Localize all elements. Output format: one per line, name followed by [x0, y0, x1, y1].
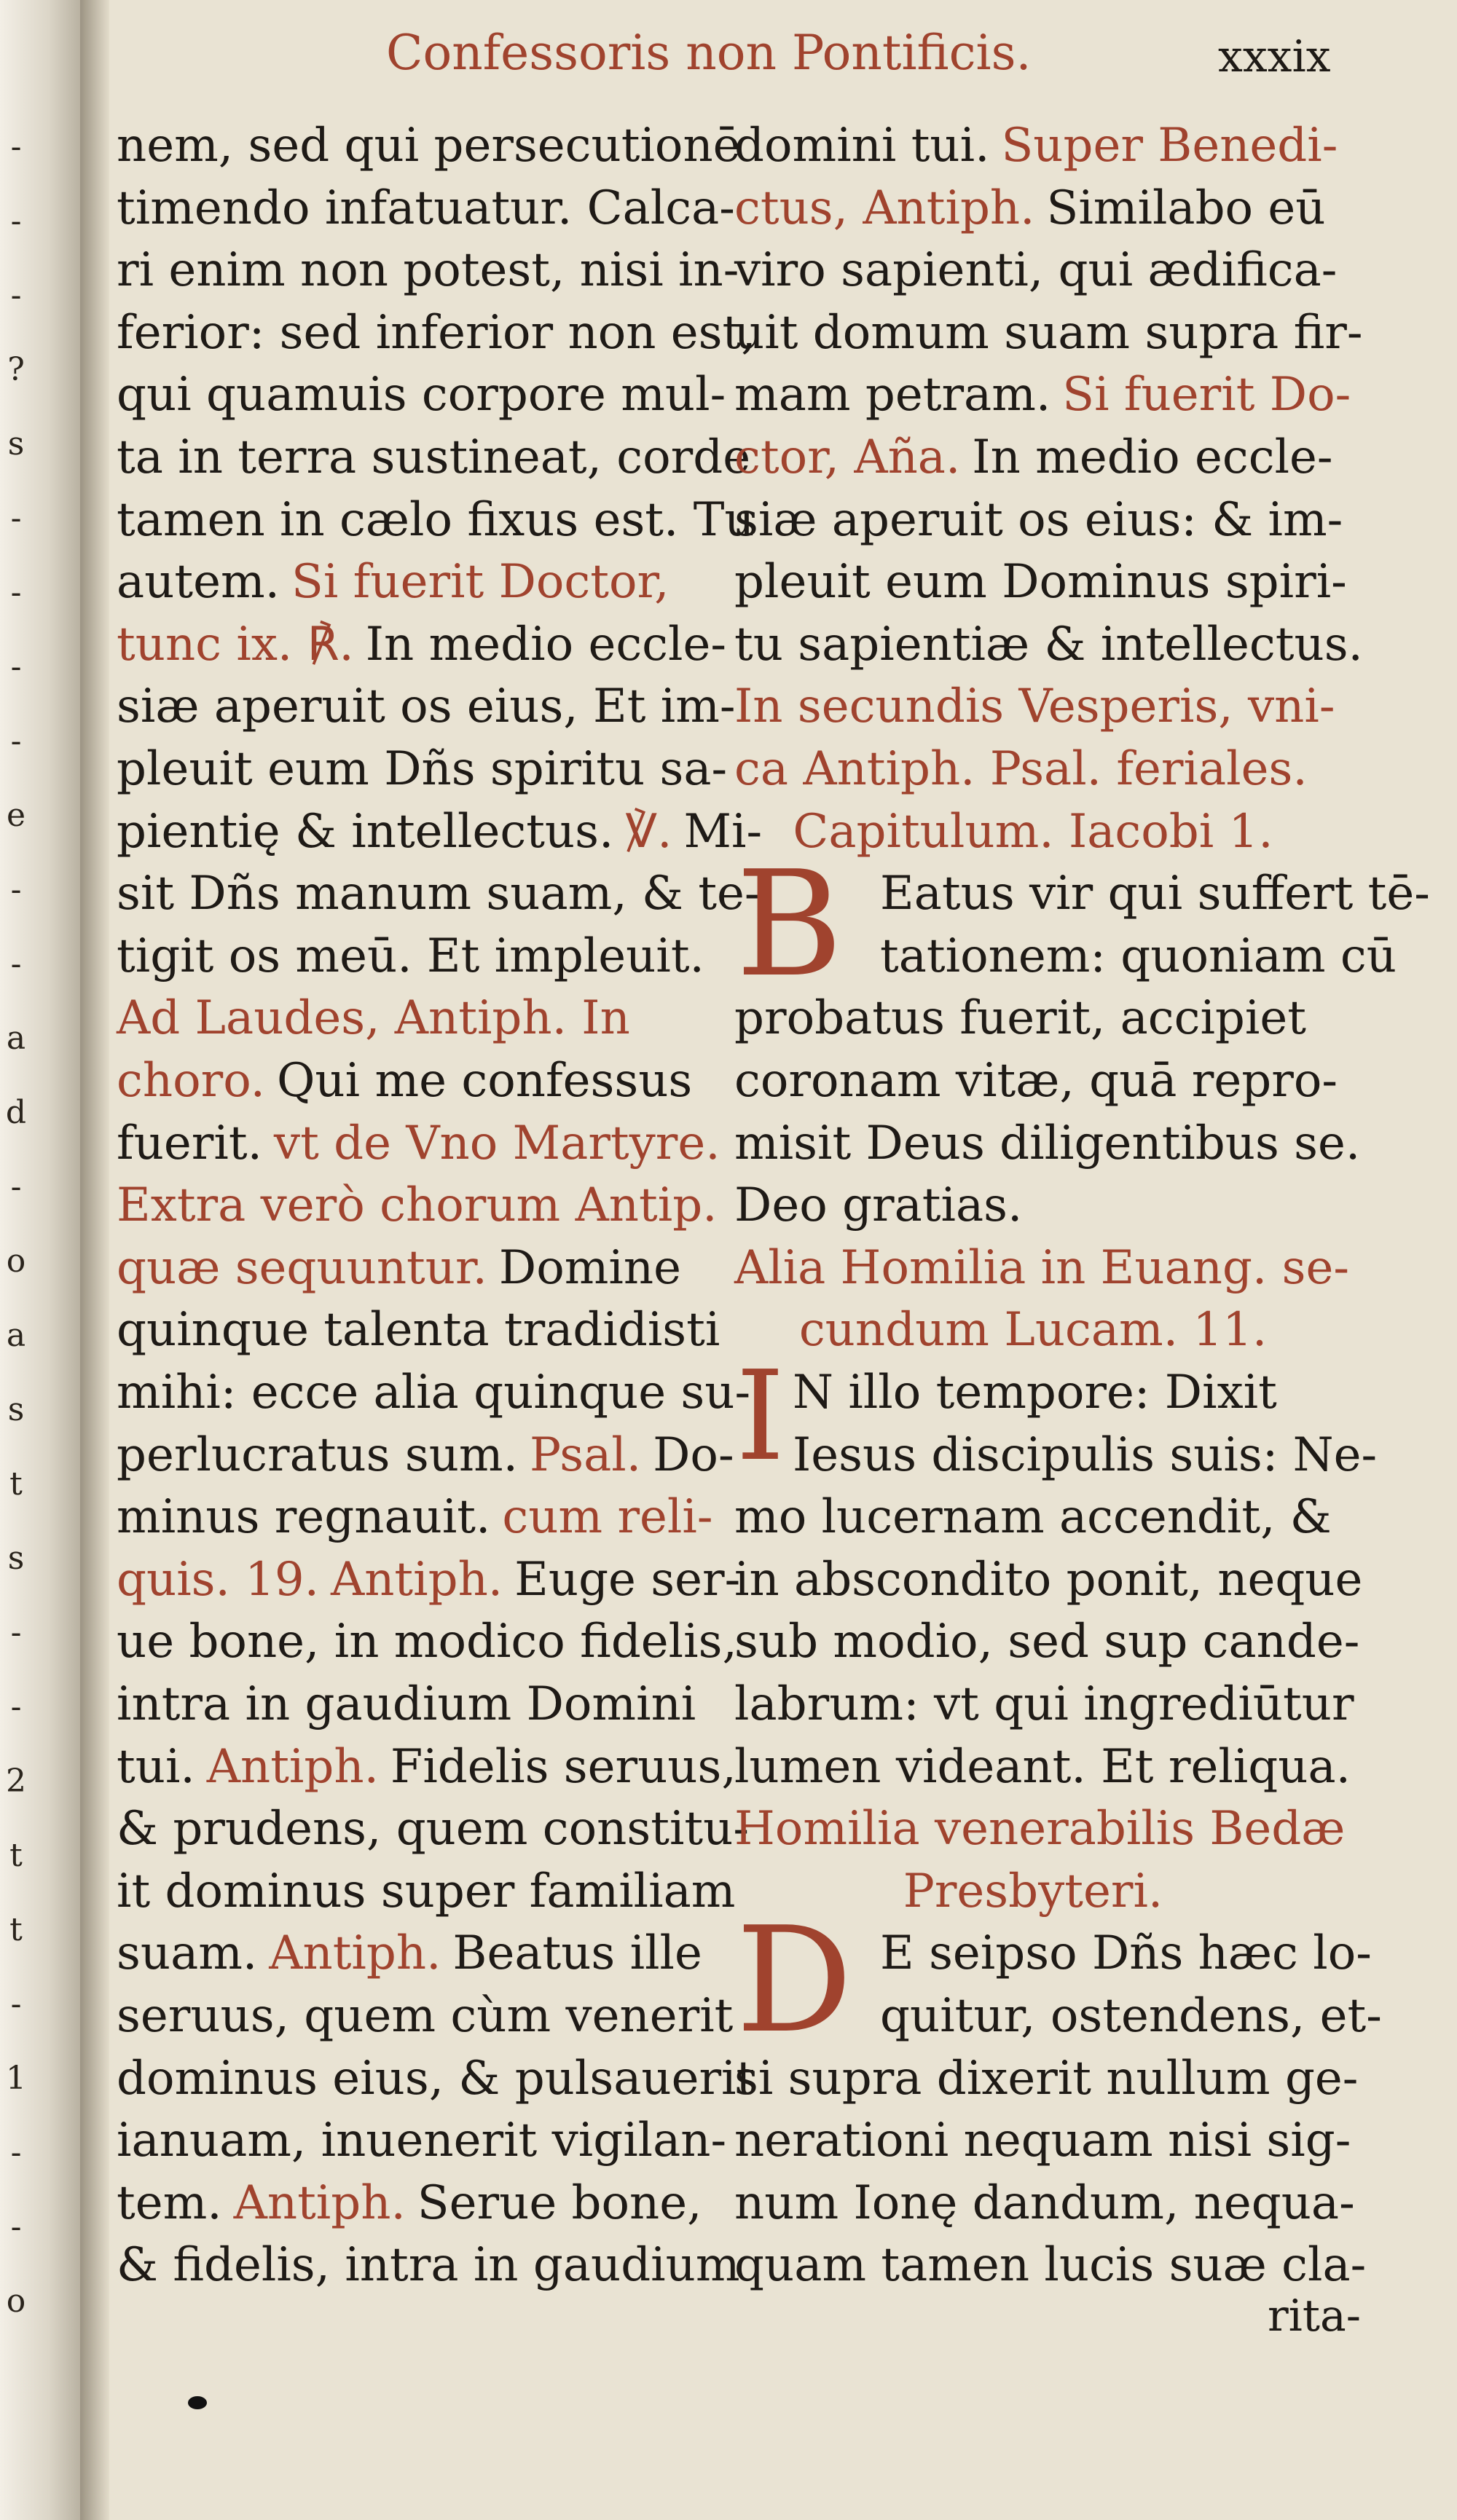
- col2-line: [734, 119, 1338, 173]
- col2-line: [734, 1490, 1332, 1545]
- text-run: Serue bone,: [417, 2176, 702, 2230]
- col2-line: [793, 1428, 1378, 1482]
- text-run: vt de Vno Martyre.: [273, 1116, 720, 1170]
- col2-line: [734, 243, 1338, 298]
- facing-page-letter: o: [6, 1243, 26, 1280]
- text-run: N illo tempore: Dixit: [793, 1366, 1277, 1420]
- text-run: si supra dixerit nullum ge-: [734, 2051, 1359, 2106]
- text-run: pientię & intellectus.: [117, 804, 614, 859]
- text-run: Presbyteri.: [903, 1864, 1163, 1918]
- col1-line: [117, 368, 726, 422]
- facing-page-letter: t: [9, 1465, 23, 1503]
- facing-page-letter: ?: [7, 351, 25, 388]
- col1-line: [117, 305, 756, 360]
- text-run: Fidelis seruus,: [390, 1739, 737, 1794]
- text-run: suam.: [117, 1926, 258, 1981]
- col1-line: [117, 119, 741, 173]
- text-run: Antiph.: [233, 2176, 406, 2230]
- col1-line: [117, 1178, 718, 1233]
- text-run: nem, sed qui persecutionē: [117, 119, 741, 173]
- text-run: coronam vitæ, quā repro-: [734, 1054, 1338, 1108]
- text-run: Alia Homilia in Euang. se-: [734, 1240, 1349, 1295]
- col2-line: [734, 680, 1335, 734]
- col2-line: [880, 929, 1397, 983]
- col1-line: [117, 929, 704, 983]
- text-run: Eatus vir qui suffert tē-: [880, 867, 1430, 921]
- text-run: Domine: [498, 1240, 681, 1295]
- text-run: quis. 19.: [117, 1552, 319, 1607]
- text-run: intra in gaudium Domini: [117, 1677, 696, 1731]
- text-run: lumen videant. Et reliqua.: [734, 1739, 1351, 1794]
- facing-page-letter: s: [7, 1540, 25, 1577]
- col1-line: [117, 492, 755, 547]
- text-run: autem.: [117, 555, 280, 610]
- col1-line: [117, 1366, 751, 1420]
- facing-page-letter: -: [10, 1688, 22, 1725]
- text-run: ri enim non potest, nisi in-: [117, 243, 739, 298]
- text-run: ℣.: [625, 804, 672, 859]
- col2-line: [734, 1615, 1360, 1669]
- facing-page-letter: d: [5, 1094, 27, 1131]
- col2-line: [734, 1054, 1338, 1108]
- col2-line: [734, 1303, 1332, 1358]
- facing-page-letter: s: [7, 425, 25, 462]
- text-run: ianuam, inuenerit vigilan-: [117, 2114, 727, 2168]
- facing-page-letter: -: [10, 945, 22, 983]
- text-run: choro.: [117, 1054, 265, 1108]
- text-run: uit domum suam supra fir-: [734, 305, 1363, 360]
- col2-line: [734, 305, 1363, 360]
- text-run: pleuit eum Dominus spiri-: [734, 555, 1347, 610]
- text-run: Similabo eū: [1046, 181, 1326, 235]
- col2-line: [734, 368, 1351, 422]
- text-run: in abscondito ponit, neque: [734, 1552, 1363, 1607]
- col1-line: [117, 1677, 696, 1731]
- text-run: E seipso Dñs hæc lo-: [880, 1926, 1372, 1981]
- dropcap-b: B: [736, 840, 843, 1009]
- facing-page-letter: -: [10, 574, 22, 611]
- catchword: rita-: [1268, 2291, 1362, 2342]
- text-run: Antiph.: [330, 1552, 503, 1607]
- text-run: Si fuerit Do-: [1062, 368, 1351, 422]
- text-run: num Ionę dandum, nequa-: [734, 2176, 1355, 2230]
- dropcap-i: I: [736, 1344, 785, 1489]
- col1-line: [117, 617, 726, 672]
- text-run: fuerit.: [117, 1116, 262, 1170]
- text-run: dominus eius, & pulsauerit: [117, 2051, 755, 2106]
- col1-line: [117, 430, 751, 484]
- facing-page-letter: -: [10, 202, 22, 240]
- running-title: Confessoris non Pontificis.: [386, 25, 1032, 81]
- text-run: Si fuerit Doctor,: [291, 555, 669, 610]
- col2-line: [734, 1116, 1361, 1170]
- col1-line: [117, 991, 630, 1046]
- folio-number: xxxix: [1218, 31, 1331, 82]
- col2-line: [734, 1739, 1351, 1794]
- facing-page-letter: -: [10, 722, 22, 760]
- col1-line: [117, 742, 728, 796]
- text-run: Euge ser-: [514, 1552, 741, 1607]
- col1-line: [117, 680, 736, 734]
- text-run: mam petram.: [734, 368, 1051, 422]
- col2-line: [734, 2114, 1351, 2168]
- col2-line: [734, 430, 1333, 484]
- col2-line: [734, 181, 1326, 235]
- col1-line: [117, 1552, 741, 1607]
- text-run: quæ sequuntur.: [117, 1240, 487, 1295]
- col2-line: [880, 1989, 1382, 2043]
- col1-line: [117, 1739, 737, 1794]
- text-run: pleuit eum Dñs spiritu sa-: [117, 742, 728, 796]
- facing-page-letter: t: [9, 1911, 23, 1948]
- col1-line: [117, 2114, 727, 2168]
- text-run: ue bone, in modico fidelis,: [117, 1615, 737, 1669]
- text-run: seruus, quem cùm venerit: [117, 1989, 734, 2043]
- text-run: Capitulum. Iacobi 1.: [793, 804, 1273, 859]
- col2-line: [793, 1366, 1277, 1420]
- text-run: perlucratus sum.: [117, 1428, 518, 1482]
- text-run: it dominus super familiam: [117, 1864, 736, 1918]
- text-run: minus regnauit.: [117, 1490, 491, 1545]
- text-run: misit Deus diligentibus se.: [734, 1116, 1361, 1170]
- text-run: quitur, ostendens, et-: [880, 1989, 1382, 2043]
- facing-page-letter: -: [10, 2208, 22, 2245]
- text-run: Antiph.: [269, 1926, 441, 1981]
- text-run: siæ aperuit os eius, Et im-: [117, 680, 736, 734]
- text-run: tunc ix. ℟.: [117, 617, 354, 672]
- text-run: Ad Laudes, Antiph. In: [117, 991, 630, 1046]
- facing-page-letter: 1: [6, 2060, 26, 2097]
- text-run: & prudens, quem constitu-: [117, 1802, 749, 1856]
- text-run: Iesus discipulis suis: Ne-: [793, 1428, 1378, 1482]
- facing-page-letter: a: [6, 1020, 26, 1057]
- facing-page-letter: -: [10, 500, 22, 537]
- text-run: quinque talenta tradidisti: [117, 1303, 720, 1358]
- text-run: nerationi nequam nisi sig-: [734, 2114, 1351, 2168]
- col2-line: [734, 742, 1308, 796]
- text-run: sub modio, sed sup cande-: [734, 1615, 1360, 1669]
- facing-page-letter: -: [10, 128, 22, 165]
- facing-page-letter: -: [10, 1985, 22, 2023]
- facing-page-letter: -: [10, 2134, 22, 2171]
- col2-line: [734, 1552, 1363, 1607]
- ink-blot: [188, 2396, 207, 2409]
- col1-line: [117, 1926, 702, 1981]
- text-run: cundum Lucam. 11.: [798, 1303, 1268, 1358]
- col2-line: [734, 1178, 1023, 1233]
- text-run: In secundis Vesperis, vni-: [734, 680, 1335, 734]
- text-run: cum reli-: [502, 1490, 713, 1545]
- col1-line: [117, 1428, 734, 1482]
- col1-line: [117, 804, 763, 859]
- col2-line: [734, 2176, 1355, 2230]
- col1-line: [117, 1864, 736, 1918]
- facing-page-letter: -: [10, 277, 22, 314]
- text-run: ctor, Aña.: [734, 430, 961, 484]
- col1-line: [117, 1490, 713, 1545]
- text-run: ca Antiph. Psal. feriales.: [734, 742, 1308, 796]
- col2-line: [734, 617, 1363, 672]
- text-run: In medio eccle-: [365, 617, 726, 672]
- text-run: mihi: ecce alia quinque su-: [117, 1366, 751, 1420]
- text-run: Mi-: [683, 804, 763, 859]
- text-run: ctus, Antiph.: [734, 181, 1035, 235]
- text-run: Antiph.: [206, 1739, 379, 1794]
- col1-line: [117, 1054, 693, 1108]
- col2-line: [734, 492, 1343, 547]
- col2-line: [734, 1802, 1346, 1856]
- col2-line: [734, 1240, 1349, 1295]
- text-run: labrum: vt qui ingrediūtur: [734, 1677, 1354, 1731]
- text-run: viro sapienti, qui ædifica-: [734, 243, 1338, 298]
- col1-line: [117, 1303, 720, 1358]
- text-run: qui quamuis corpore mul-: [117, 368, 726, 422]
- col2-line: [734, 2238, 1367, 2293]
- text-run: Super Benedi-: [1001, 119, 1338, 173]
- col1-line: [117, 867, 761, 921]
- text-run: tigit os meū. Et impleuit.: [117, 929, 704, 983]
- text-run: domini tui.: [734, 119, 990, 173]
- dropcap-d: D: [736, 1896, 853, 2066]
- text-run: mo lucernam accendit, &: [734, 1490, 1332, 1545]
- text-run: tu sapientiæ & intellectus.: [734, 617, 1363, 672]
- col1-line: [117, 243, 739, 298]
- col1-line: [117, 2176, 702, 2230]
- text-run: quam tamen lucis suæ cla-: [734, 2238, 1367, 2293]
- facing-page-letter: -: [10, 1168, 22, 1205]
- text-run: tem.: [117, 2176, 222, 2230]
- text-run: Homilia venerabilis Bedæ: [734, 1802, 1346, 1856]
- text-run: Extra verò chorum Antip.: [117, 1178, 718, 1233]
- col1-line: [117, 1240, 681, 1295]
- text-run: & fidelis, intra in gaudium: [117, 2238, 740, 2293]
- text-run: In medio eccle-: [972, 430, 1333, 484]
- text-run: ta in terra sustineat, corde: [117, 430, 751, 484]
- text-run: ferior: sed inferior non est,: [117, 305, 756, 360]
- col1-line: [117, 2238, 740, 2293]
- binding-shadow: [80, 0, 109, 2520]
- col1-line: [117, 181, 735, 235]
- facing-page-letter: a: [6, 1317, 26, 1354]
- facing-page-letter: -: [10, 871, 22, 908]
- text-run: Do-: [653, 1428, 734, 1482]
- col2-line: [734, 1677, 1354, 1731]
- facing-page-letter: e: [6, 797, 26, 834]
- col1-line: [117, 555, 669, 610]
- col1-line: [117, 1116, 720, 1170]
- col2-line: [880, 867, 1430, 921]
- facing-page-letter: s: [7, 1391, 25, 1428]
- text-run: timendo infatuatur. Calca-: [117, 181, 735, 235]
- facing-page-letter: -: [10, 1614, 22, 1651]
- text-run: siæ aperuit os eius: & im-: [734, 492, 1343, 547]
- facing-page-letter: 2: [6, 1763, 26, 1800]
- col2-line: [880, 1926, 1372, 1981]
- text-run: probatus fuerit, accipiet: [734, 991, 1306, 1046]
- col1-line: [117, 1615, 737, 1669]
- text-run: Beatus ille: [452, 1926, 702, 1981]
- col1-line: [117, 1989, 734, 2043]
- text-run: Qui me confessus: [276, 1054, 693, 1108]
- col1-line: [117, 1802, 749, 1856]
- col2-line: [734, 555, 1347, 610]
- text-run: tamen in cælo fixus est. Tu: [117, 492, 755, 547]
- facing-page-letter: -: [10, 648, 22, 685]
- text-run: Deo gratias.: [734, 1178, 1023, 1233]
- text-run: tui.: [117, 1739, 195, 1794]
- facing-page-letter: o: [6, 2283, 26, 2320]
- col1-line: [117, 2051, 755, 2106]
- text-run: tationem: quoniam cū: [880, 929, 1397, 983]
- text-run: sit Dñs manum suam, & te-: [117, 867, 761, 921]
- facing-page-letter: t: [9, 1837, 23, 1874]
- text-run: Psal.: [529, 1428, 642, 1482]
